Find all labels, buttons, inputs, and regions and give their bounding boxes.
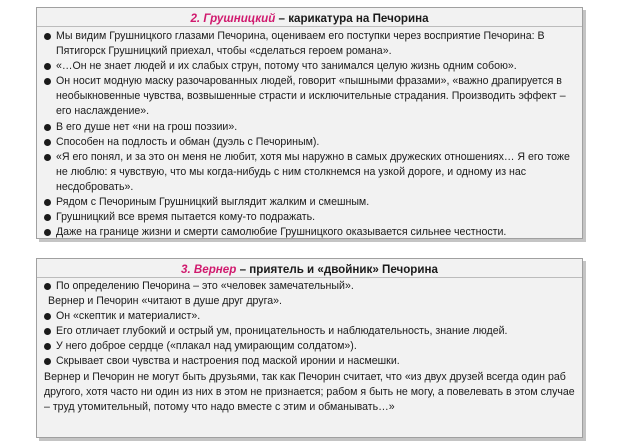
- bullet-icon: [44, 343, 51, 350]
- bullet-icon: [44, 229, 51, 236]
- list-item: Даже на границе жизни и смерти самолюбие Грушницкого оказывается сильнее честности.: [44, 225, 576, 240]
- list-item: По определению Печорина – это «человек замечательный».: [44, 279, 576, 294]
- list-item: Мы видим Грушницкого глазами Печорина, оцениваем его поступки через восприятие Печорина: В Пятигорск Грушницкий приехал, чтобы «сделаться героем романа».: [44, 29, 576, 59]
- list-item: Вернер и Печорин «читают в душе друг друга».: [48, 295, 282, 308]
- bullet-icon: [44, 33, 51, 40]
- list-item: Рядом с Печориным Грушницкий выглядит жалким и смешным.: [44, 195, 576, 210]
- bullet-icon: [44, 358, 51, 365]
- bullet-icon: [44, 199, 51, 206]
- list-item: У него доброе сердце («плакал над умирающим солдатом»).: [44, 339, 576, 354]
- bullet-icon: [44, 124, 51, 131]
- section-title: [37, 8, 582, 27]
- bullet-icon: [44, 78, 51, 85]
- section-title-name: 2. Грушницкий: [190, 12, 276, 25]
- bullet-icon: [44, 214, 51, 221]
- bullet-icon: [44, 313, 51, 320]
- bullet-icon: [44, 154, 51, 161]
- list-item: Его отличает глубокий и острый ум, проницательность и наблюдательность, знание людей.: [44, 324, 576, 339]
- list-item: В его душе нет «ни на грош поэзии».: [44, 120, 576, 135]
- list-item: Грушницкий все время пытается кому-то подражать.: [44, 210, 576, 225]
- list-item: «…Он не знает людей и их слабых струн, потому что занимался целую жизнь одним собою».: [44, 59, 576, 74]
- list-item: «Я его понял, и за это он меня не любит, хотя мы наружно в самых дружеских отношениях… Я его тоже не люблю: я чувствую, что мы когда-нибудь с ним столкнемся на узкой дороге, и одному из нас несдобровать».: [44, 150, 576, 195]
- list-item: Способен на подлость и обман (дуэль с Печориным).: [44, 135, 576, 150]
- section-title-rest: – карикатура на Печорина: [275, 12, 429, 25]
- bullet-icon: [44, 63, 51, 70]
- bullet-icon: [44, 328, 51, 335]
- werner-section: [36, 258, 583, 438]
- bullet-icon: [44, 283, 51, 290]
- list-item: Он «скептик и материалист».: [44, 309, 576, 324]
- list-item: Скрывает свои чувства и настроения под маской иронии и насмешки.: [44, 354, 576, 369]
- section-body: [37, 278, 582, 415]
- conclusion-paragraph: Вернер и Печорин не могут быть друзьями, так как Печорин считает, что «из двух друзей всегда один раб другого, хотя часто ни один из них в этом не признается; рабом я быть не могу, а повелевать в этом случае – труд утомительный, потому что надо вместе с этим и обманывать…»: [44, 370, 575, 413]
- section-title-rest: – приятель и «двойник» Печорина: [236, 263, 438, 276]
- section-title: [37, 259, 582, 278]
- bullet-icon: [44, 139, 51, 146]
- section-title-name: 3. Вернер: [181, 263, 237, 276]
- list-item: Он носит модную маску разочарованных людей, говорит «пышными фразами», «важно драпируется в необыкновенные чувства, возвышенные страсти и исключительные страдания. Производить эффект – его наслаждение».: [44, 74, 576, 119]
- grushnitsky-section: [36, 7, 583, 239]
- section-body: [37, 27, 582, 240]
